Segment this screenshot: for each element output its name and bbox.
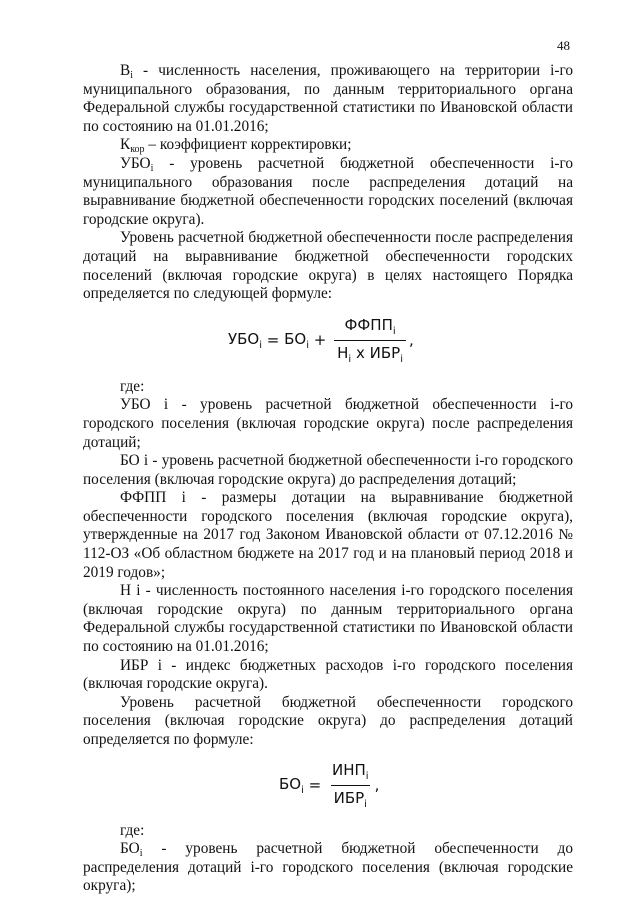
formula-bo: $БО_i$ = $\frac{ИНП_i}{ИБР_i}$ ,: [279, 761, 380, 810]
definition-ubo-i: $УБО_i$ - уровень расчетной бюджетной обеспеченности i-го муниципального образования после распределения дотаций на выравнивание бюджетной обеспеченности городских поселений (включая городские округа).: [83, 154, 573, 228]
definition-n-i: Н i - численность постоянного населения i-го городского поселения (включая городские округа) по данным территориального органа Федеральной службы государственной статистики по Ивановской области по состоянию на 01.01.2016;: [83, 582, 573, 656]
where-label: где:: [120, 377, 145, 395]
definition-ibr-i: ИБР i - индекс бюджетных расходов i-го городского поселения (включая городские округа).: [83, 656, 573, 693]
definition-bo-i: $БО_i$ - уровень расчетной бюджетной обеспеченности до распределения дотаций i-го городского поселения (включая городские округа);: [83, 840, 573, 895]
formula-bo-fraction: $\frac{ИНП_i}{ИБР_i}$: [332, 761, 369, 810]
definition-k-kor: $К_{кор}$ – коэффициент корректировки;: [120, 136, 352, 156]
page-number: 48: [557, 38, 570, 53]
definition-ffpp-i: ФФПП i - размеры дотации на выравнивание бюджетной обеспеченности городского поселения (включая городские округа), утвержденные на 2017 год Законом Ивановской области от 07.12.2016 № 112-ОЗ «Об областном бюджете на 2017 год и на плановый период 2018 и 2019 годов»;: [83, 489, 573, 581]
formula-ubo: $УБО_i$ = $БО_i$ + $\frac{ФФПП_i}{Н_i x ИБР_i}$ ,: [228, 316, 414, 365]
formula-intro-paragraph: Уровень расчетной бюджетной обеспеченности после распределения дотаций на выравнивание бюджетной обеспеченности городских поселений (включая городские округа) в целях настоящего Порядка определяется по следующей формуле:: [83, 229, 573, 303]
definition-ubo-i-after: УБО i - уровень расчетной бюджетной обеспеченности i-го городского поселения (включая городские округа) после распределения дотаций;: [83, 396, 573, 451]
formula-ubo-fraction: $\frac{ФФПП_i}{Н_i x ИБР_i}$: [334, 316, 406, 365]
formula2-intro-paragraph: Уровень расчетной бюджетной обеспеченности городского поселения (включая городские округа) до распределения дотаций определяется по формуле:: [83, 693, 573, 748]
where-label-2: где:: [120, 821, 145, 839]
document-body: [83, 62, 573, 896]
definition-b-i: $B_i$ - численность населения, проживающего на территории i-го муниципального образования, по данным территориального органа Федеральной службы государственной статистики по Ивановской области по состоянию на 01.01.2016;: [83, 62, 573, 135]
definition-bo-i-before: БО i - уровень расчетной бюджетной обеспеченности i-го городского поселения (включая городские округа) до распределения дотаций;: [83, 452, 573, 488]
